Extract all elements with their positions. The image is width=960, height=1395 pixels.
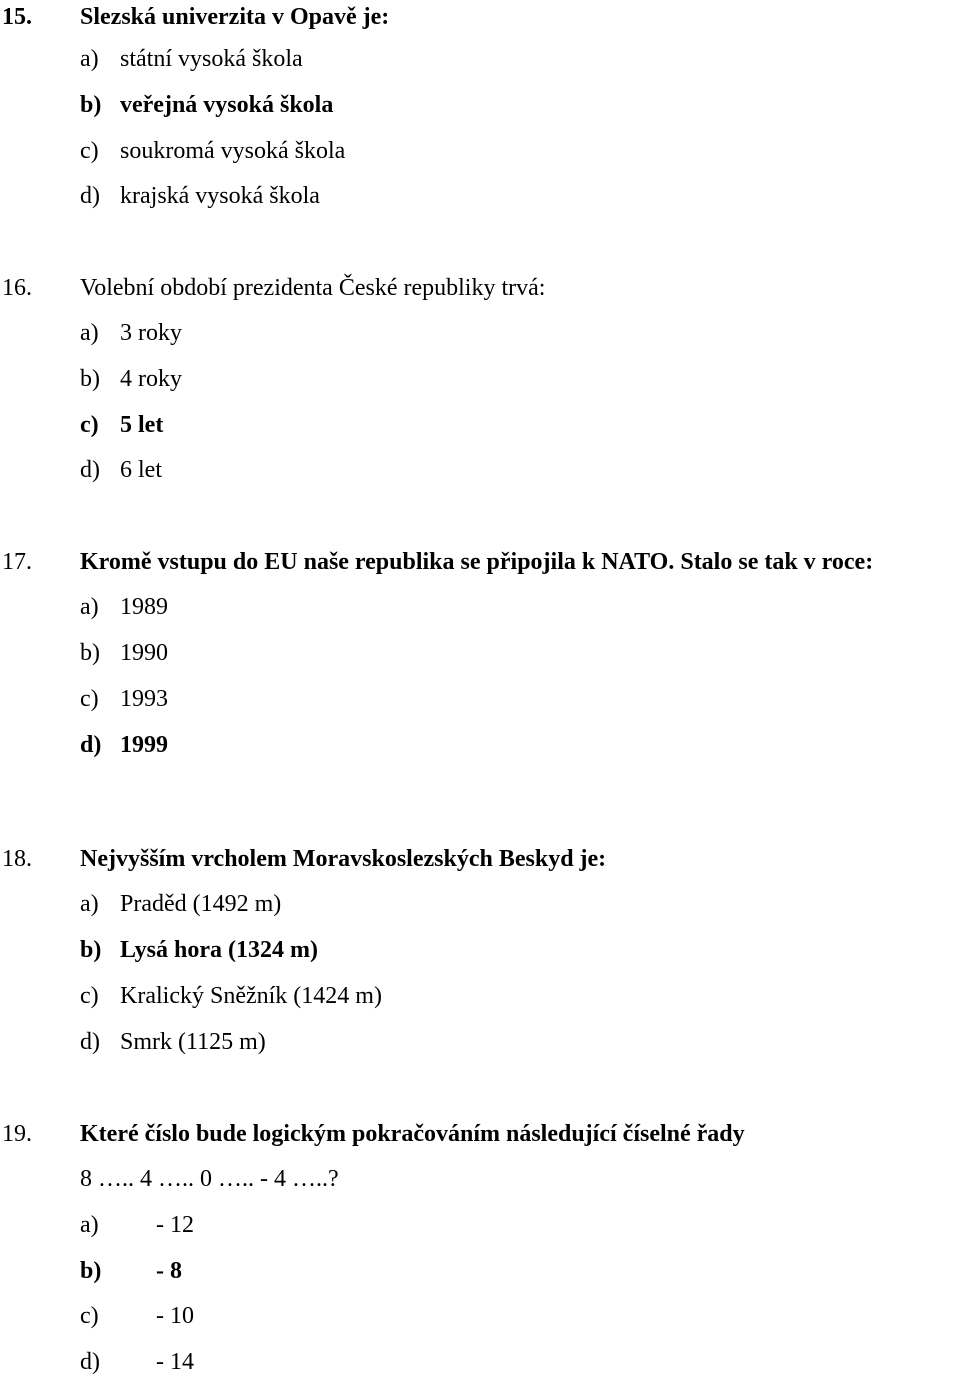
option-text: Lysá hora (1324 m) [120,937,318,963]
option-letter: c) [80,1303,99,1329]
option-text: 1989 [120,594,168,620]
option-letter: c) [80,983,99,1009]
option-text: - 8 [156,1258,182,1284]
option-text: Kralický Sněžník (1424 m) [120,983,382,1009]
option-letter: c) [80,686,99,712]
option-text: soukromá vysoká škola [120,138,346,164]
option-text: Smrk (1125 m) [120,1029,266,1055]
option-letter: d) [80,1349,100,1375]
option-text: 1999 [120,732,168,758]
option-text: - 12 [156,1212,194,1238]
question-number: 17. [2,549,32,575]
option-letter: d) [80,457,100,483]
option-text: 4 roky [120,366,182,392]
option-letter: d) [80,732,102,758]
option-text: - 10 [156,1303,194,1329]
option-letter: b) [80,1258,102,1284]
option-text: 1990 [120,640,168,666]
question-text: Nejvyšším vrcholem Moravskoslezských Beskyd je: [80,846,607,872]
option-text: Praděd (1492 m) [120,891,282,917]
option-letter: b) [80,937,102,963]
option-text: krajská vysoká škola [120,183,320,209]
option-text: 6 let [120,457,162,483]
option-letter: d) [80,183,100,209]
question-number: 19. [2,1121,32,1147]
option-letter: a) [80,594,99,620]
question-text: Slezská univerzita v Opavě je: [80,4,390,30]
question-text: Kromě vstupu do EU naše republika se připojila k NATO. Stalo se tak v roce: [80,549,874,575]
question-number: 18. [2,846,32,872]
option-text: státní vysoká škola [120,46,303,72]
question-number: 15. [2,4,32,30]
question-text: Volební období prezidenta České republiky trvá: [80,275,546,301]
option-text: - 14 [156,1349,194,1375]
option-letter: d) [80,1029,100,1055]
option-letter: a) [80,1212,99,1238]
option-text: 1993 [120,686,168,712]
option-letter: b) [80,640,100,666]
option-letter: c) [80,412,99,438]
question-number: 16. [2,275,32,301]
question-text: Které číslo bude logickým pokračováním následující číselné řady [80,1121,745,1147]
option-letter: b) [80,366,100,392]
option-letter: a) [80,891,99,917]
sequence-text: 8 ….. 4 ….. 0 ….. - 4 …..? [80,1166,339,1192]
option-letter: b) [80,92,102,118]
option-text: 3 roky [120,320,182,346]
option-text: veřejná vysoká škola [120,92,334,118]
option-text: 5 let [120,412,164,438]
option-letter: a) [80,320,99,346]
option-letter: c) [80,138,99,164]
option-letter: a) [80,46,99,72]
